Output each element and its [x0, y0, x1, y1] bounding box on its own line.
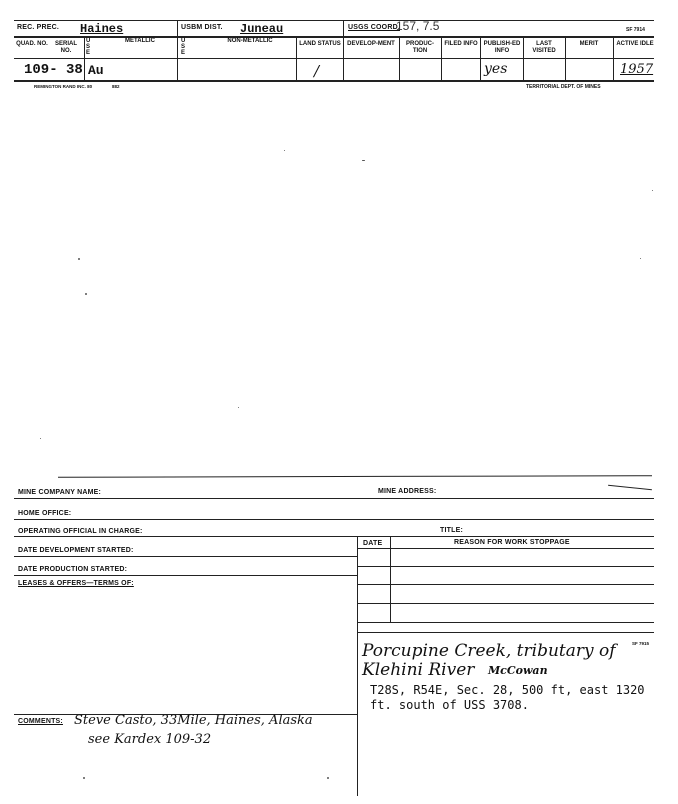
mine-address-label: MINE ADDRESS: — [378, 488, 437, 495]
published-info-value: yes — [484, 61, 508, 77]
operating-official-label: OPERATING OFFICIAL IN CHARGE: — [18, 528, 143, 535]
col-filed-info: FILED INFO — [444, 41, 478, 47]
rec-prec-label: REC. PREC. — [17, 24, 60, 31]
metallic-value: Au — [88, 63, 104, 78]
location-line-2: Klehini River — [362, 660, 475, 680]
mine-company-name-label: MINE COMPANY NAME: — [18, 489, 102, 496]
col-merit: MERIT — [579, 41, 599, 47]
header-columns-rule — [14, 58, 654, 59]
header-top-rule — [14, 20, 654, 21]
form-number-bottom: SF 7915 — [632, 641, 650, 646]
printer-label: REMINGTON RAND INC. 80 — [34, 84, 93, 89]
row-bottom-rule — [14, 80, 654, 82]
col-active-idle: ACTIVE IDLE — [616, 41, 654, 47]
usgs-coord-value: 157, 7.5 — [396, 19, 440, 33]
col-use-metallic: U S E — [86, 38, 91, 56]
title-label: TITLE: — [440, 527, 463, 534]
comments-line-2: see Kardex 109-32 — [88, 732, 212, 747]
location-line-1: Porcupine Creek, tributary of — [362, 641, 616, 661]
col-published-info: PUBLISH-ED INFO — [483, 41, 521, 54]
usgs-coord-label: USGS COORD. — [348, 24, 400, 31]
col-quad-no: QUAD. NO. — [16, 41, 48, 47]
col-metallic: METALLIC — [125, 38, 155, 44]
location-initials: McCowan — [488, 664, 548, 677]
comments-label: COMMENTS: — [18, 718, 63, 725]
reason-stoppage-label: REASON FOR WORK STOPPAGE — [454, 539, 570, 546]
home-office-label: HOME OFFICE: — [18, 510, 72, 517]
leases-offers-label: LEASES & OFFERS—TERMS OF: — [18, 580, 134, 587]
active-idle-value: 1957 — [620, 62, 654, 77]
location-typed-2: ft. south of USS 3708. — [370, 698, 529, 712]
col-use-nonmetallic: U S E — [181, 38, 186, 56]
quad-serial-value: 109- 38 — [24, 62, 83, 78]
date-production-label: DATE PRODUCTION STARTED: — [18, 566, 128, 573]
date-development-label: DATE DEVELOPMENT STARTED: — [18, 547, 134, 554]
col-development: DEVELOP-MENT — [347, 41, 395, 47]
comments-line-1: Steve Casto, 33Mile, Haines, Alaska — [74, 713, 313, 728]
territorial-label: TERRITORIAL DEPT. OF MINES — [526, 84, 601, 90]
col-land-status: LAND STATUS — [299, 41, 341, 47]
usbm-dist-value: Juneau — [240, 22, 284, 36]
form-number-top: SF 7914 — [626, 27, 645, 33]
col-non-metallic: NON-METALLIC — [227, 38, 273, 44]
date-column-label: DATE — [363, 540, 383, 547]
col-serial-no: SERIAL NO. — [54, 41, 77, 54]
location-typed-1: T28S, R54E, Sec. 28, 500 ft, east 1320 — [370, 683, 645, 697]
land-status-value: / — [314, 62, 320, 80]
col-last-visited: LAST VISITED — [532, 41, 556, 54]
col-production: PRODUC-TION — [406, 41, 434, 54]
usbm-dist-label: USBM DIST. — [181, 24, 223, 31]
rec-prec-value: Haines — [80, 22, 124, 36]
printer-code: 882 — [112, 84, 120, 89]
